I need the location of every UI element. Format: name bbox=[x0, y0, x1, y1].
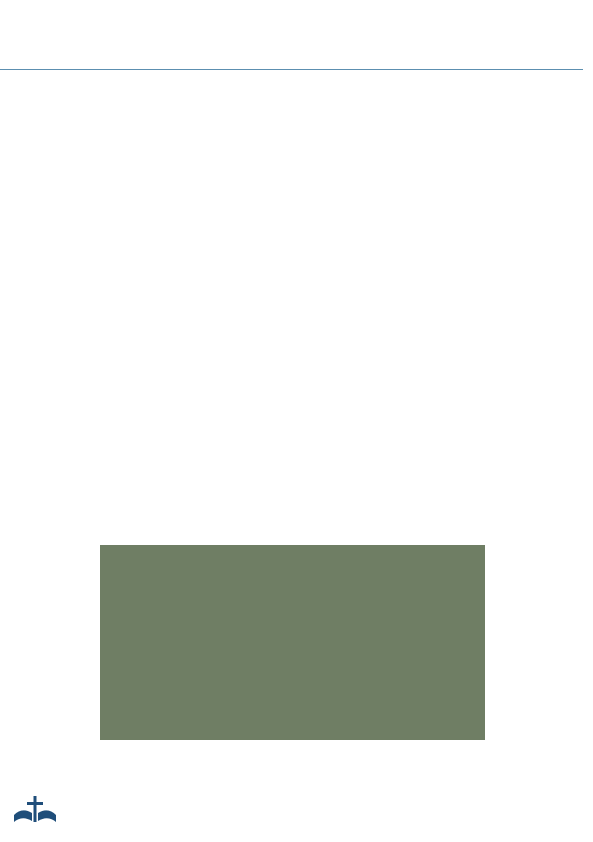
vision-statement-box bbox=[100, 545, 485, 740]
vision-lines bbox=[100, 545, 485, 552]
section-divider bbox=[0, 69, 583, 70]
pca-cross-logo-icon bbox=[10, 793, 60, 833]
